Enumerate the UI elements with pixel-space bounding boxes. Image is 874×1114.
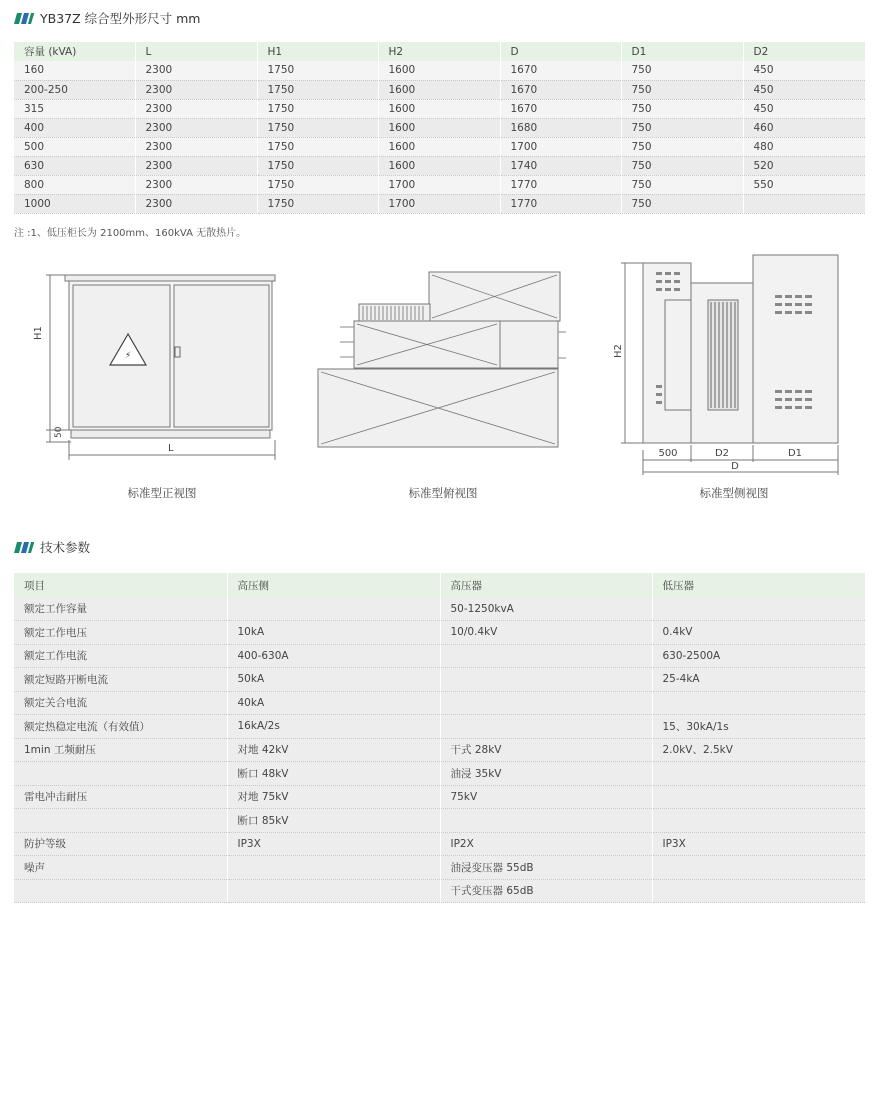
table-cell: [440, 809, 652, 833]
table-cell: IP2X: [440, 832, 652, 856]
table-row: [14, 194, 865, 213]
dimension-label-d1: D1: [787, 448, 803, 459]
table-cell: 额定热稳定电流（有效值）: [14, 715, 227, 739]
dimension-table: [14, 42, 865, 214]
column-header: 项目: [14, 573, 227, 597]
table-cell: 1670: [500, 80, 621, 99]
front-view-diagram: [30, 262, 290, 467]
table-cell: 400: [14, 118, 135, 137]
table-cell: 520: [743, 156, 865, 175]
table-cell: [440, 691, 652, 715]
table-cell: [652, 879, 865, 903]
table-cell: 断口 48kV: [227, 762, 440, 786]
table-cell: 1770: [500, 194, 621, 213]
table-cell: 1700: [500, 137, 621, 156]
table-cell: 1750: [257, 118, 378, 137]
table-cell: 200-250: [14, 80, 135, 99]
table-cell: 2300: [135, 80, 257, 99]
column-header: D2: [743, 42, 865, 61]
section-title-text: 技术参数: [40, 540, 91, 555]
dimension-label-h1: H1: [33, 326, 44, 340]
table-cell: 750: [621, 194, 743, 213]
table-cell: [14, 809, 227, 833]
table-cell: [652, 809, 865, 833]
table-row: [14, 80, 865, 99]
dimension-label-500: 500: [658, 448, 678, 459]
column-header: D: [500, 42, 621, 61]
table-cell: 干式 28kV: [440, 738, 652, 762]
table-cell: 2300: [135, 175, 257, 194]
table-row: [14, 691, 865, 715]
column-header: H1: [257, 42, 378, 61]
table-cell: 450: [743, 99, 865, 118]
table-cell: 630: [14, 156, 135, 175]
table-cell: 2300: [135, 118, 257, 137]
table-cell: [440, 668, 652, 692]
side-view-diagram: [605, 250, 855, 475]
table-row: [14, 175, 865, 194]
table-cell: 噪声: [14, 856, 227, 880]
table-cell: 750: [621, 137, 743, 156]
dimension-label-d2: D2: [714, 448, 730, 459]
table-cell: 10kA: [227, 621, 440, 645]
table-cell: 1000: [14, 194, 135, 213]
table-row: [14, 785, 865, 809]
column-header: 高压器: [440, 573, 652, 597]
table-cell: 2300: [135, 137, 257, 156]
table-row: [14, 668, 865, 692]
table-cell: [14, 762, 227, 786]
table-cell: 450: [743, 61, 865, 80]
table-cell: 1600: [378, 61, 500, 80]
table-row: [14, 61, 865, 80]
table-cell: 750: [621, 156, 743, 175]
table-cell: 460: [743, 118, 865, 137]
table-cell: 油浸 35kV: [440, 762, 652, 786]
table-cell: [14, 879, 227, 903]
table-header-row: [14, 42, 865, 61]
dimension-label-d: D: [731, 461, 739, 472]
table-row: [14, 621, 865, 645]
table-row: [14, 99, 865, 118]
table-cell: 1680: [500, 118, 621, 137]
table-cell: 1750: [257, 137, 378, 156]
table-cell: [227, 879, 440, 903]
table-cell: 2300: [135, 99, 257, 118]
table-cell: 干式变压器 65dB: [440, 879, 652, 903]
table-cell: 2.0kV、2.5kV: [652, 738, 865, 762]
table-cell: 1750: [257, 61, 378, 80]
table-cell: 750: [621, 99, 743, 118]
table-cell: [652, 597, 865, 621]
table-row: [14, 715, 865, 739]
table-cell: 550: [743, 175, 865, 194]
table-cell: 50-1250kvA: [440, 597, 652, 621]
table-cell: 15、30kA/1s: [652, 715, 865, 739]
section-title-dimensions: [14, 9, 200, 27]
table-cell: [227, 856, 440, 880]
table-cell: 1770: [500, 175, 621, 194]
table-cell: 800: [14, 175, 135, 194]
table-cell: 1750: [257, 156, 378, 175]
table-cell: 2300: [135, 61, 257, 80]
table-cell: 额定关合电流: [14, 691, 227, 715]
table-cell: IP3X: [227, 832, 440, 856]
technical-parameters-table: [14, 573, 865, 903]
table-cell: 断口 85kV: [227, 809, 440, 833]
table-row: [14, 762, 865, 786]
section-title-technical: [14, 538, 90, 556]
table-cell: 额定工作电压: [14, 621, 227, 645]
table-cell: [743, 194, 865, 213]
table-cell: [652, 691, 865, 715]
table-row: [14, 156, 865, 175]
table-cell: 750: [621, 118, 743, 137]
table-cell: 1700: [378, 194, 500, 213]
top-view-caption: 标准型俯视图: [408, 486, 478, 500]
table-cell: 1750: [257, 99, 378, 118]
table-cell: 400-630A: [227, 644, 440, 668]
table-row: [14, 856, 865, 880]
table-cell: 1750: [257, 80, 378, 99]
table-cell: 1600: [378, 80, 500, 99]
table-cell: 25-4kA: [652, 668, 865, 692]
table-cell: 480: [743, 137, 865, 156]
table-cell: 2300: [135, 194, 257, 213]
front-view-caption: 标准型正视图: [127, 486, 197, 500]
table-cell: 500: [14, 137, 135, 156]
table-cell: [440, 644, 652, 668]
table-row: [14, 879, 865, 903]
table-cell: 1670: [500, 99, 621, 118]
table-cell: 额定工作容量: [14, 597, 227, 621]
table-note: 注 :1、低压柜长为 2100mm、160kVA 无散热片。: [14, 228, 247, 239]
dimension-label-50: 50: [54, 426, 64, 438]
dimension-label-l: L: [168, 443, 174, 454]
table-cell: [227, 597, 440, 621]
column-header: D1: [621, 42, 743, 61]
table-row: [14, 597, 865, 621]
table-cell: 750: [621, 61, 743, 80]
table-cell: 450: [743, 80, 865, 99]
table-cell: 对地 42kV: [227, 738, 440, 762]
svg-text:⚡: ⚡: [124, 351, 132, 361]
section-marker-icon: [14, 542, 34, 553]
table-cell: 2300: [135, 156, 257, 175]
table-cell: 315: [14, 99, 135, 118]
table-cell: 油浸变压器 55dB: [440, 856, 652, 880]
table-cell: 雷电冲击耐压: [14, 785, 227, 809]
table-cell: 1600: [378, 99, 500, 118]
table-cell: 50kA: [227, 668, 440, 692]
table-row: [14, 809, 865, 833]
table-cell: 630-2500A: [652, 644, 865, 668]
table-cell: 10/0.4kV: [440, 621, 652, 645]
table-row: [14, 832, 865, 856]
top-view-diagram: [310, 262, 570, 452]
table-cell: [652, 762, 865, 786]
table-cell: 1750: [257, 175, 378, 194]
side-view-caption: 标准型侧视图: [699, 486, 769, 500]
table-cell: [652, 856, 865, 880]
table-cell: 1min 工频耐压: [14, 738, 227, 762]
column-header: H2: [378, 42, 500, 61]
section-marker-icon: [14, 13, 34, 24]
table-cell: 750: [621, 80, 743, 99]
table-cell: [440, 715, 652, 739]
column-header: 容量 (kVA): [14, 42, 135, 61]
table-cell: 防护等级: [14, 832, 227, 856]
table-cell: 750: [621, 175, 743, 194]
column-header: 高压侧: [227, 573, 440, 597]
table-row: [14, 738, 865, 762]
table-cell: 1740: [500, 156, 621, 175]
table-cell: 1600: [378, 137, 500, 156]
table-cell: 1600: [378, 118, 500, 137]
table-cell: 75kV: [440, 785, 652, 809]
table-cell: 160: [14, 61, 135, 80]
table-cell: 额定工作电流: [14, 644, 227, 668]
table-cell: 对地 75kV: [227, 785, 440, 809]
column-header: L: [135, 42, 257, 61]
table-cell: 16kA/2s: [227, 715, 440, 739]
table-cell: 1750: [257, 194, 378, 213]
dimension-label-h2: H2: [613, 344, 624, 358]
table-row: [14, 644, 865, 668]
table-cell: 额定短路开断电流: [14, 668, 227, 692]
table-header-row: [14, 573, 865, 597]
column-header: 低压器: [652, 573, 865, 597]
table-cell: IP3X: [652, 832, 865, 856]
table-cell: 40kA: [227, 691, 440, 715]
table-cell: 1600: [378, 156, 500, 175]
table-cell: 1700: [378, 175, 500, 194]
table-cell: 1670: [500, 61, 621, 80]
table-cell: 0.4kV: [652, 621, 865, 645]
table-row: [14, 118, 865, 137]
table-cell: [652, 785, 865, 809]
table-row: [14, 137, 865, 156]
section-title-text: YB37Z 综合型外形尺寸 mm: [40, 11, 201, 26]
